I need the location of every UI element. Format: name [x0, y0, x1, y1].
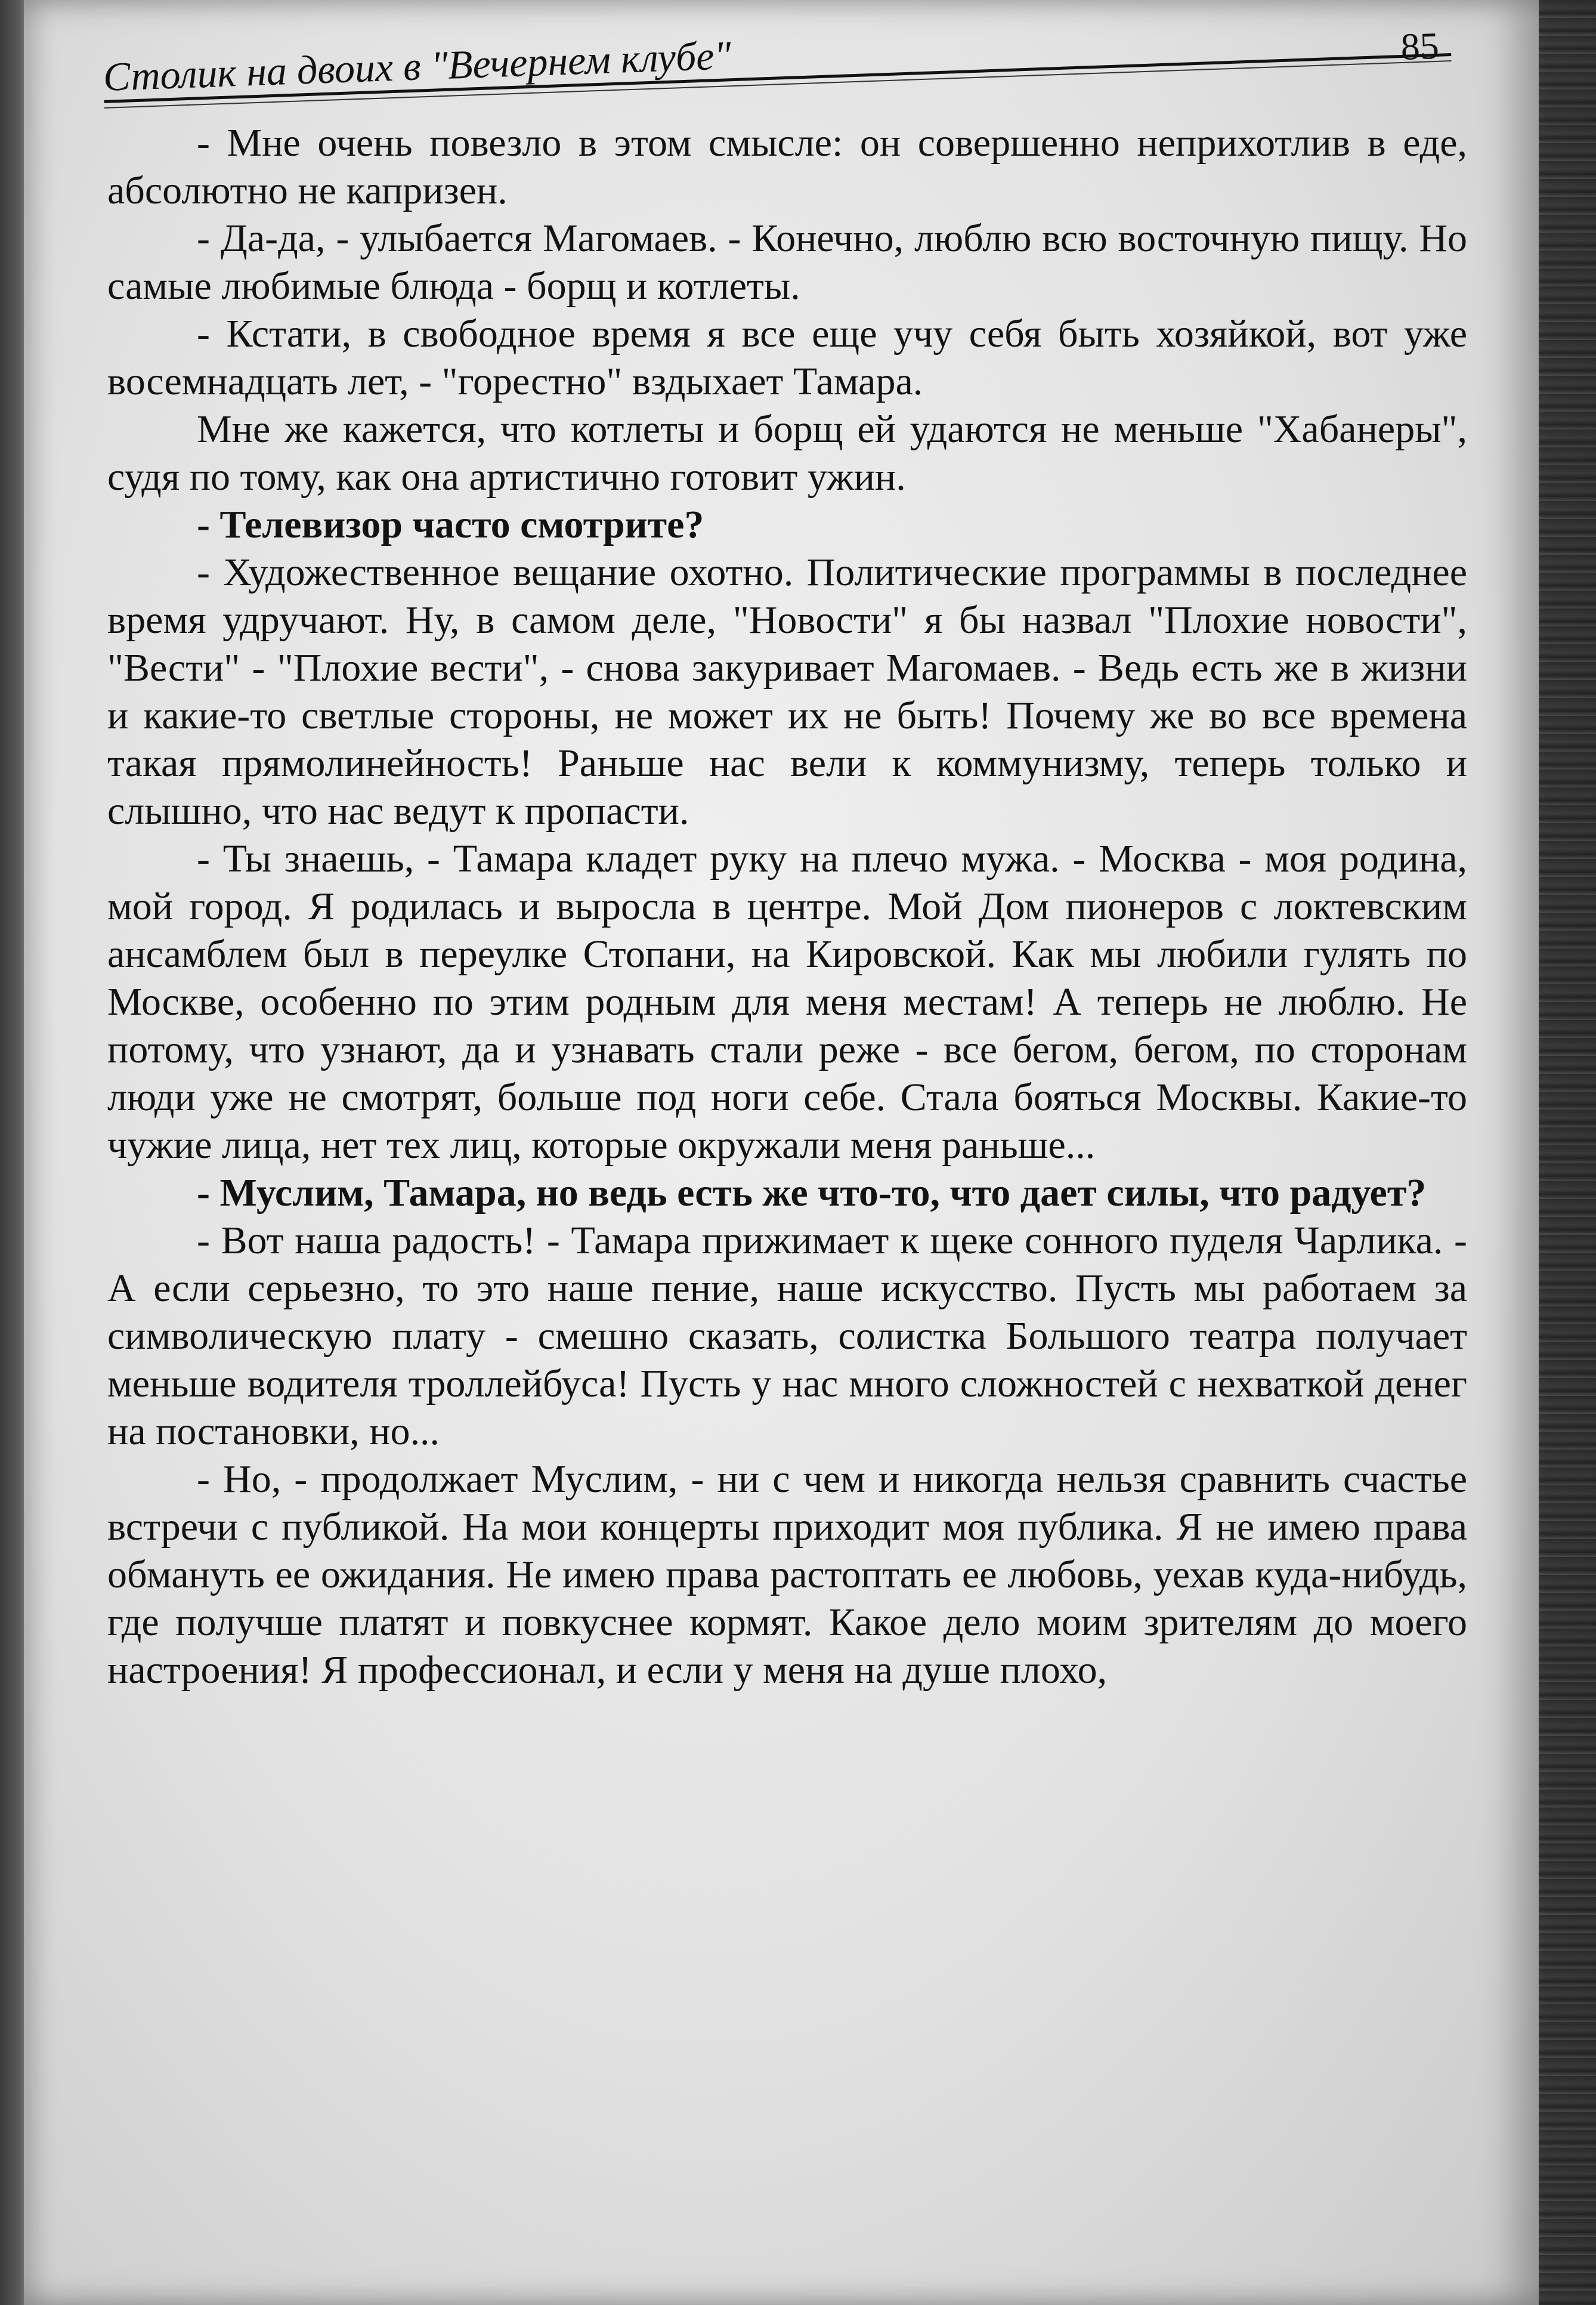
paragraph: - Ты знаешь, - Тамара кладет руку на плечо мужа. - Москва - моя родина, мой город. Я родилась и выросла в центре. Мой Дом пионеров с локтевским ансамблем был в переулке Стопани, на Кировской. Как мы любили гулять по Москве, особенно по этим родным для меня местам! А теперь не люблю. Не потому, что узнают, да и узнавать стали реже - все бегом, бегом, по сторонам люди уже не смотрят, больше под ноги себе. Стала бояться Москвы. Какие-то чужие лица, нет тех лиц, которые окружали меня раньше... [107, 837, 1467, 1167]
paragraph: - Мне очень повезло в этом смысле: он совершенно неприхотлив в еде, абсолютно не капризен. [107, 121, 1467, 212]
paragraph: - Но, - продолжает Муслим, - ни с чем и никогда нельзя сравнить счастье встречи с публикой. На мои концерты приходит моя публика. Я не имею права обмануть ее ожидания. Не имею права растоптать ее любовь, уехав куда-нибудь, где получше платят и повкуснее кормят. Какое дело моим зрителям до моего настроения! Я профессионал, и если у меня на душе плохо, [107, 1457, 1467, 1692]
paragraph: - Да-да, - улыбается Магомаев. - Конечно, люблю всю восточную пищу. Но самые любимые блюда - борщ и котлеты. [107, 217, 1467, 308]
running-title: Столик на двоих в "Вечернем клубе" [102, 32, 732, 100]
paragraph: - Кстати, в свободное время я все еще учу себя быть хозяйкой, вот уже восемнадцать лет, - "горестно" вздыхает Тамара. [107, 312, 1467, 403]
body-text [107, 119, 1467, 1694]
interview-question: - Муслим, Тамара, но ведь есть же что-то, что дает силы, что радует? [197, 1171, 1427, 1215]
book-spine [1539, 0, 1596, 2305]
book-page [24, 0, 1539, 2305]
interview-question: - Телевизор часто смотрите? [197, 503, 704, 546]
page-header [101, 0, 1452, 113]
paragraph: Мне же кажется, что котлеты и борщ ей удаются не меньше "Хабанеры", судя по тому, как она артистично готовит ужин. [107, 407, 1467, 499]
paragraph: - Вот наша радость! - Тамара прижимает к щеке сонного пуделя Чарлика. - А если серьезно, то это наше пение, наше искусство. Пусть мы работаем за символическую плату - смешно сказать, солистка Большого театра получает меньше водителя троллейбуса! Пусть у нас много сложностей с нехваткой денег на постановки, но... [107, 1219, 1467, 1453]
paragraph: - Художественное вещание охотно. Политические программы в последнее время удручают. Ну, в самом деле, "Новости" я бы назвал "Плохие новости", "Вести" - "Плохие вести", - снова закуривает Магомаев. - Ведь есть же в жизни и какие-то светлые стороны, не может их не быть! Почему же во все времена такая прямолинейность! Раньше нас вели к коммунизму, теперь только и слышно, что нас ведут к пропасти. [107, 551, 1467, 833]
page-number: 85 [1400, 24, 1440, 68]
